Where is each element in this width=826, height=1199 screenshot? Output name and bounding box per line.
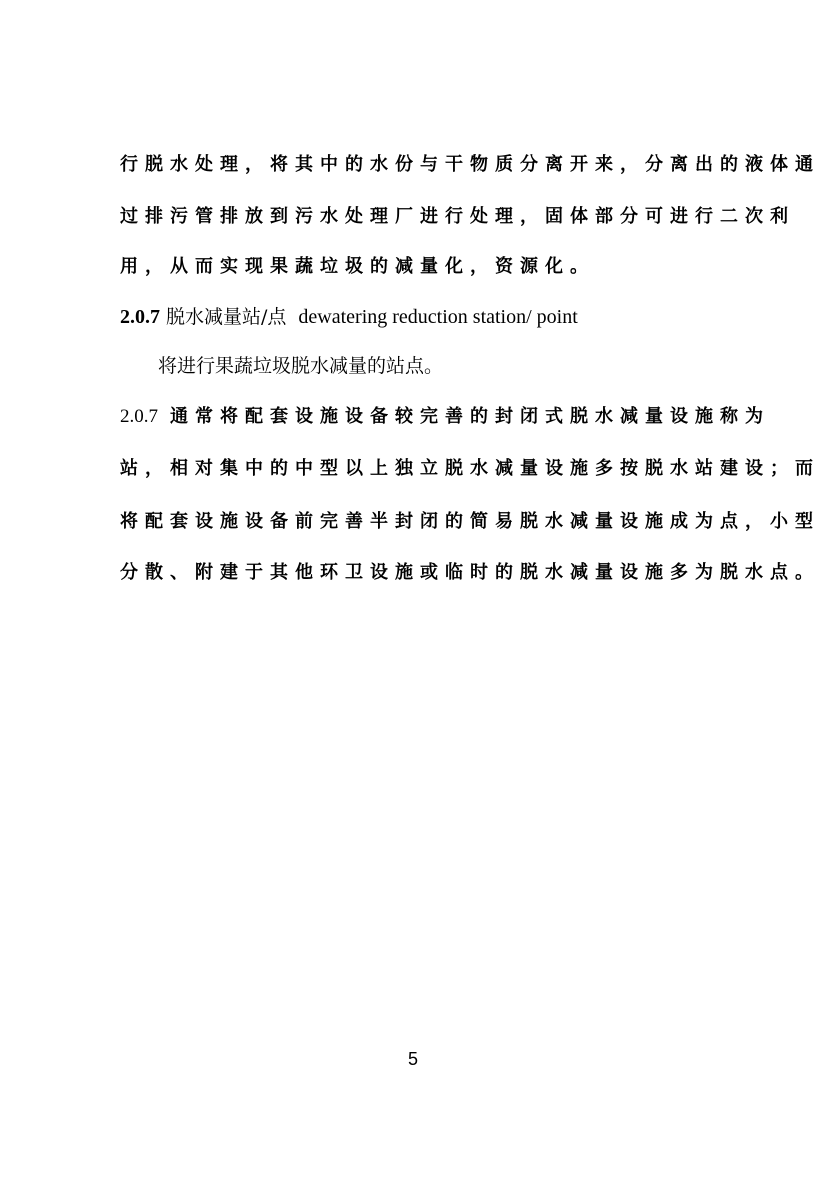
- explanation-line-3: 将配套设施设备前完善半封闭的简易脱水减量设施成为点，小型: [120, 511, 820, 532]
- term-chinese: 脱水减量站/点: [166, 306, 287, 328]
- explanation-text-1: 通常将配套设施设备较完善的封闭式脱水减量设施称为: [170, 406, 770, 427]
- explanation-line-2: 站，相对集中的中型以上独立脱水减量设施多按脱水站建设；而: [120, 458, 820, 479]
- explanation-line-4: 分散、附建于其他环卫设施或临时的脱水减量设施多为脱水点。: [120, 562, 820, 583]
- term-english: dewatering reduction station/ point: [298, 306, 578, 328]
- paragraph-line-2: 过排污管排放到污水处理厂进行处理，固体部分可进行二次利: [120, 206, 795, 227]
- page-number: 5: [407, 1049, 418, 1069]
- term-number: 2.0.7: [120, 306, 160, 328]
- term-heading: [120, 302, 578, 329]
- term-definition: 将进行果蔬垃圾脱水减量的站点。: [158, 355, 444, 377]
- explanation-line-1: [120, 402, 770, 428]
- paragraph-line-3: 用，从而实现果蔬垃圾的减量化，资源化。: [120, 256, 595, 277]
- paragraph-line-1: 行脱水处理，将其中的水份与干物质分离开来，分离出的液体通: [120, 154, 820, 175]
- explanation-number: 2.0.7: [120, 406, 158, 427]
